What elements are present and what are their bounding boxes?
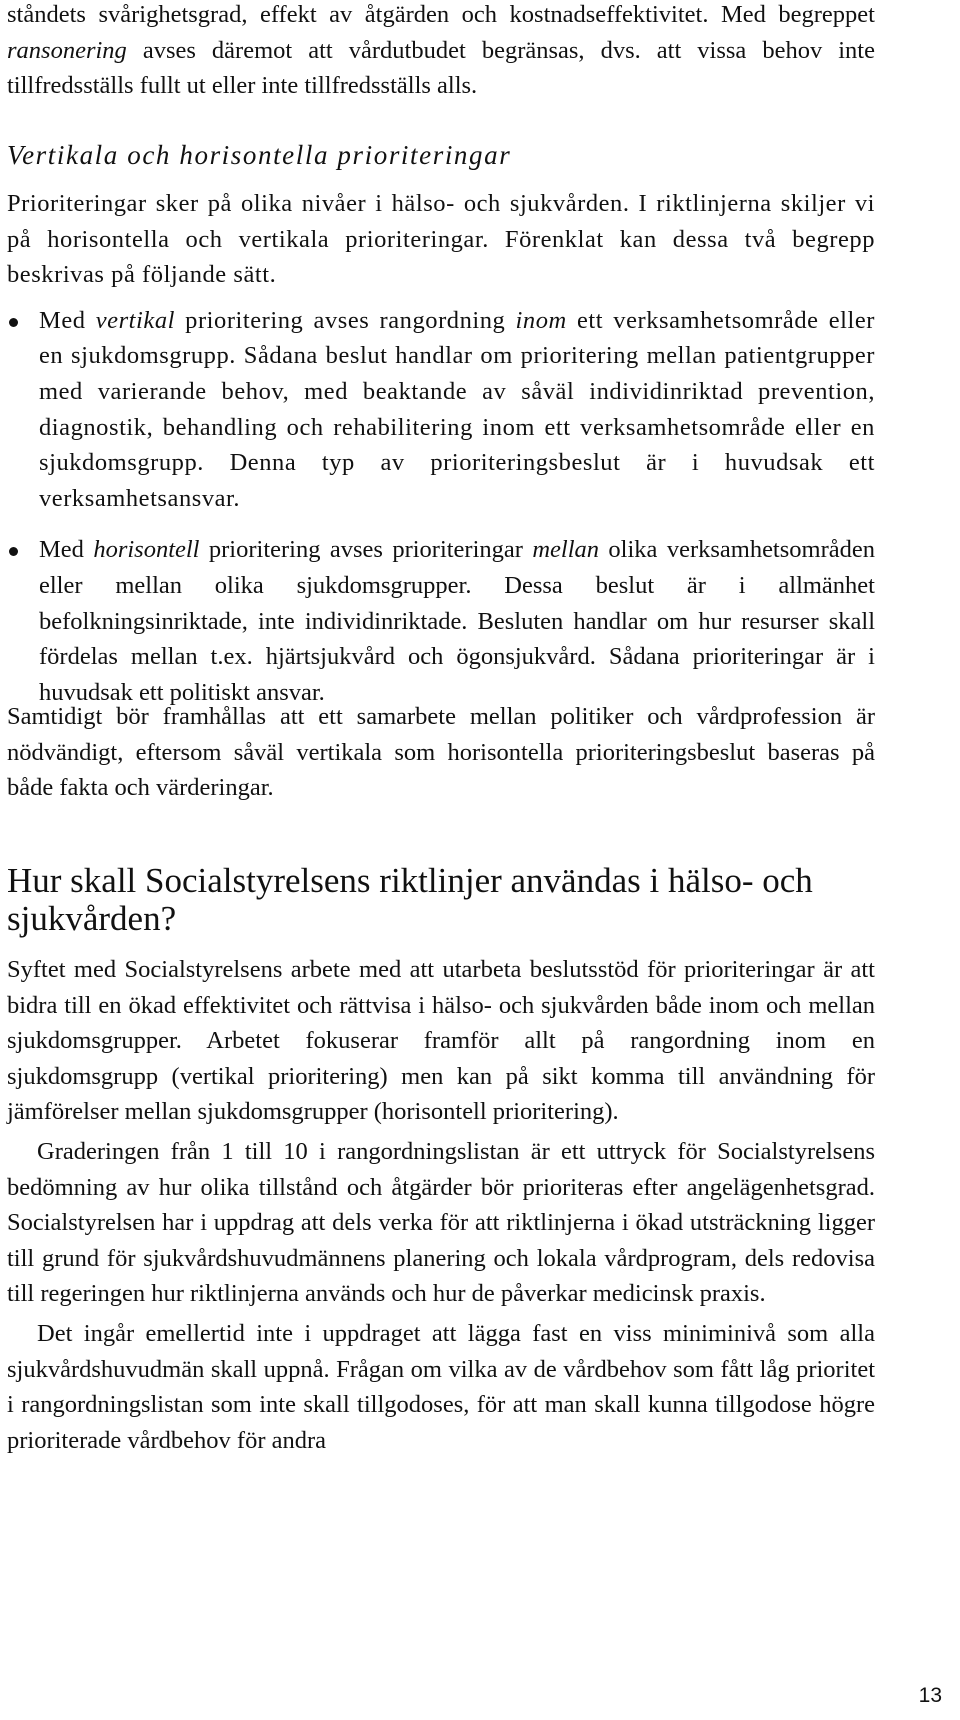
usage-paragraph-1: Syftet med Socialstyrelsens arbete med att utarbeta beslutsstöd för prioriteringar är att bidra till en ökad effektivitet och rättvisa i hälso- och sjukvården både inom och mellan sjukdomsgrupper. Arbetet fokuserar framför allt på rangordning inom en sjukdomsgrupp (vertikal prioritering) men kan på sikt komma till användning för jämförelser mellan sjukdomsgrupper (horisontell prioritering).	[7, 956, 875, 1126]
intro-text-1: ståndets svårighetsgrad, effekt av åtgärden och kostnadseffektivitet. Med begreppet	[7, 1, 875, 28]
intro-paragraph-block	[7, 0, 875, 104]
bullet-text-pre: Med	[39, 536, 94, 564]
list-item	[7, 303, 875, 517]
collaboration-paragraph: Samtidigt bör framhållas att ett samarbete mellan politiker och vårdprofession är nödvändigt, eftersom såväl vertikala som horisontella prioriteringsbeslut baseras på både fakta och värderingar.	[7, 703, 875, 802]
intro-text-2: avses däremot att vårdutbudet begränsas, dvs. att vissa behov inte tillfredsställs fullt ut eller inte tillfredsställs alls.	[7, 36, 875, 100]
bullet-text	[39, 532, 875, 710]
list-item	[7, 532, 875, 710]
bullet-text-post: ett verksamhetsområde eller en sjukdomsgrupp. Sådana beslut handlar om prioritering mellan patientgrupper med varierande behov, med beaktande av såväl individinriktad prevention, diagnostik, behandling och rehabilitering inom ett verksamhetsområde eller en sjukdomsgrupp. Denna typ av prioriteringsbeslut är i huvudsak ett verksamhetsansvar.	[39, 306, 876, 512]
section-vertical-horizontal	[7, 138, 875, 726]
section-paragraph: Prioriteringar sker på olika nivåer i hälso- och sjukvården. I riktlinjerna skiljer vi på horisontella och vertikala prioriteringar. Förenklat kan dessa två begrepp beskrivas på följande sätt.	[7, 190, 875, 289]
section-usage	[7, 862, 875, 1458]
usage-paragraph-2: Graderingen från 1 till 10 i rangordningslistan är ett uttryck för Socialstyrelsens bedömning av hur olika tillstånd och åtgärder bör prioriteras efter angelägenhetsgrad. Socialstyrelsen har i uppdrag att dels verka för att riktlinjerna i ökad utsträckning ligger till grund för sjukvårdshuvudmännens planering och lokala vårdprogram, dels redovisa till regeringen hur riktlinjerna används och hur de påverkar medicinsk praxis.	[7, 1137, 875, 1308]
collaboration-paragraph-block	[7, 699, 875, 806]
intro-paragraph	[7, 0, 875, 104]
bullet-text-mid: prioritering avses prioriteringar	[199, 536, 533, 564]
bullet-list	[7, 303, 875, 711]
bullet-icon	[9, 318, 18, 327]
bullet-text-pre: Med	[39, 306, 96, 334]
bullet-emphasis: inom	[515, 306, 567, 334]
bullet-emphasis: vertikal	[95, 306, 175, 334]
bullet-emphasis: mellan	[532, 536, 600, 564]
intro-term: ransonering	[7, 36, 127, 64]
bullet-text-post: olika verksamhetsområden eller mellan olika sjukdomsgrupper. Dessa beslut är i allmänhet befolkningsinriktade, inte individinriktade. Besluten handlar om hur resurser skall fördelas mellan t.ex. hjärtsjukvård och ögonsjukvård. Sådana prioriteringar är i huvudsak ett politiskt ansvar.	[39, 536, 875, 706]
bullet-emphasis: horisontell	[93, 536, 200, 564]
bullet-icon	[9, 547, 18, 556]
bullet-text-mid: prioritering avses rangordning	[174, 306, 516, 334]
usage-paragraph-3: Det ingår emellertid inte i uppdraget att lägga fast en viss miniminivå som alla sjukvårdshuvudmän skall uppnå. Frågan om vilka av de vårdbehov som fått låg prioritet i rangordningslistan som inte skall tillgodoses, för att man skall kunna tillgodose högre prioriterade vårdbehov för andra	[7, 1319, 875, 1454]
section-heading: Vertikala och horisontella prioriteringar	[7, 140, 512, 170]
bullet-text	[39, 303, 875, 517]
page-number: 13	[918, 1684, 942, 1707]
section-title: Hur skall Socialstyrelsens riktlinjer användas i hälso- och sjukvården?	[7, 861, 813, 938]
